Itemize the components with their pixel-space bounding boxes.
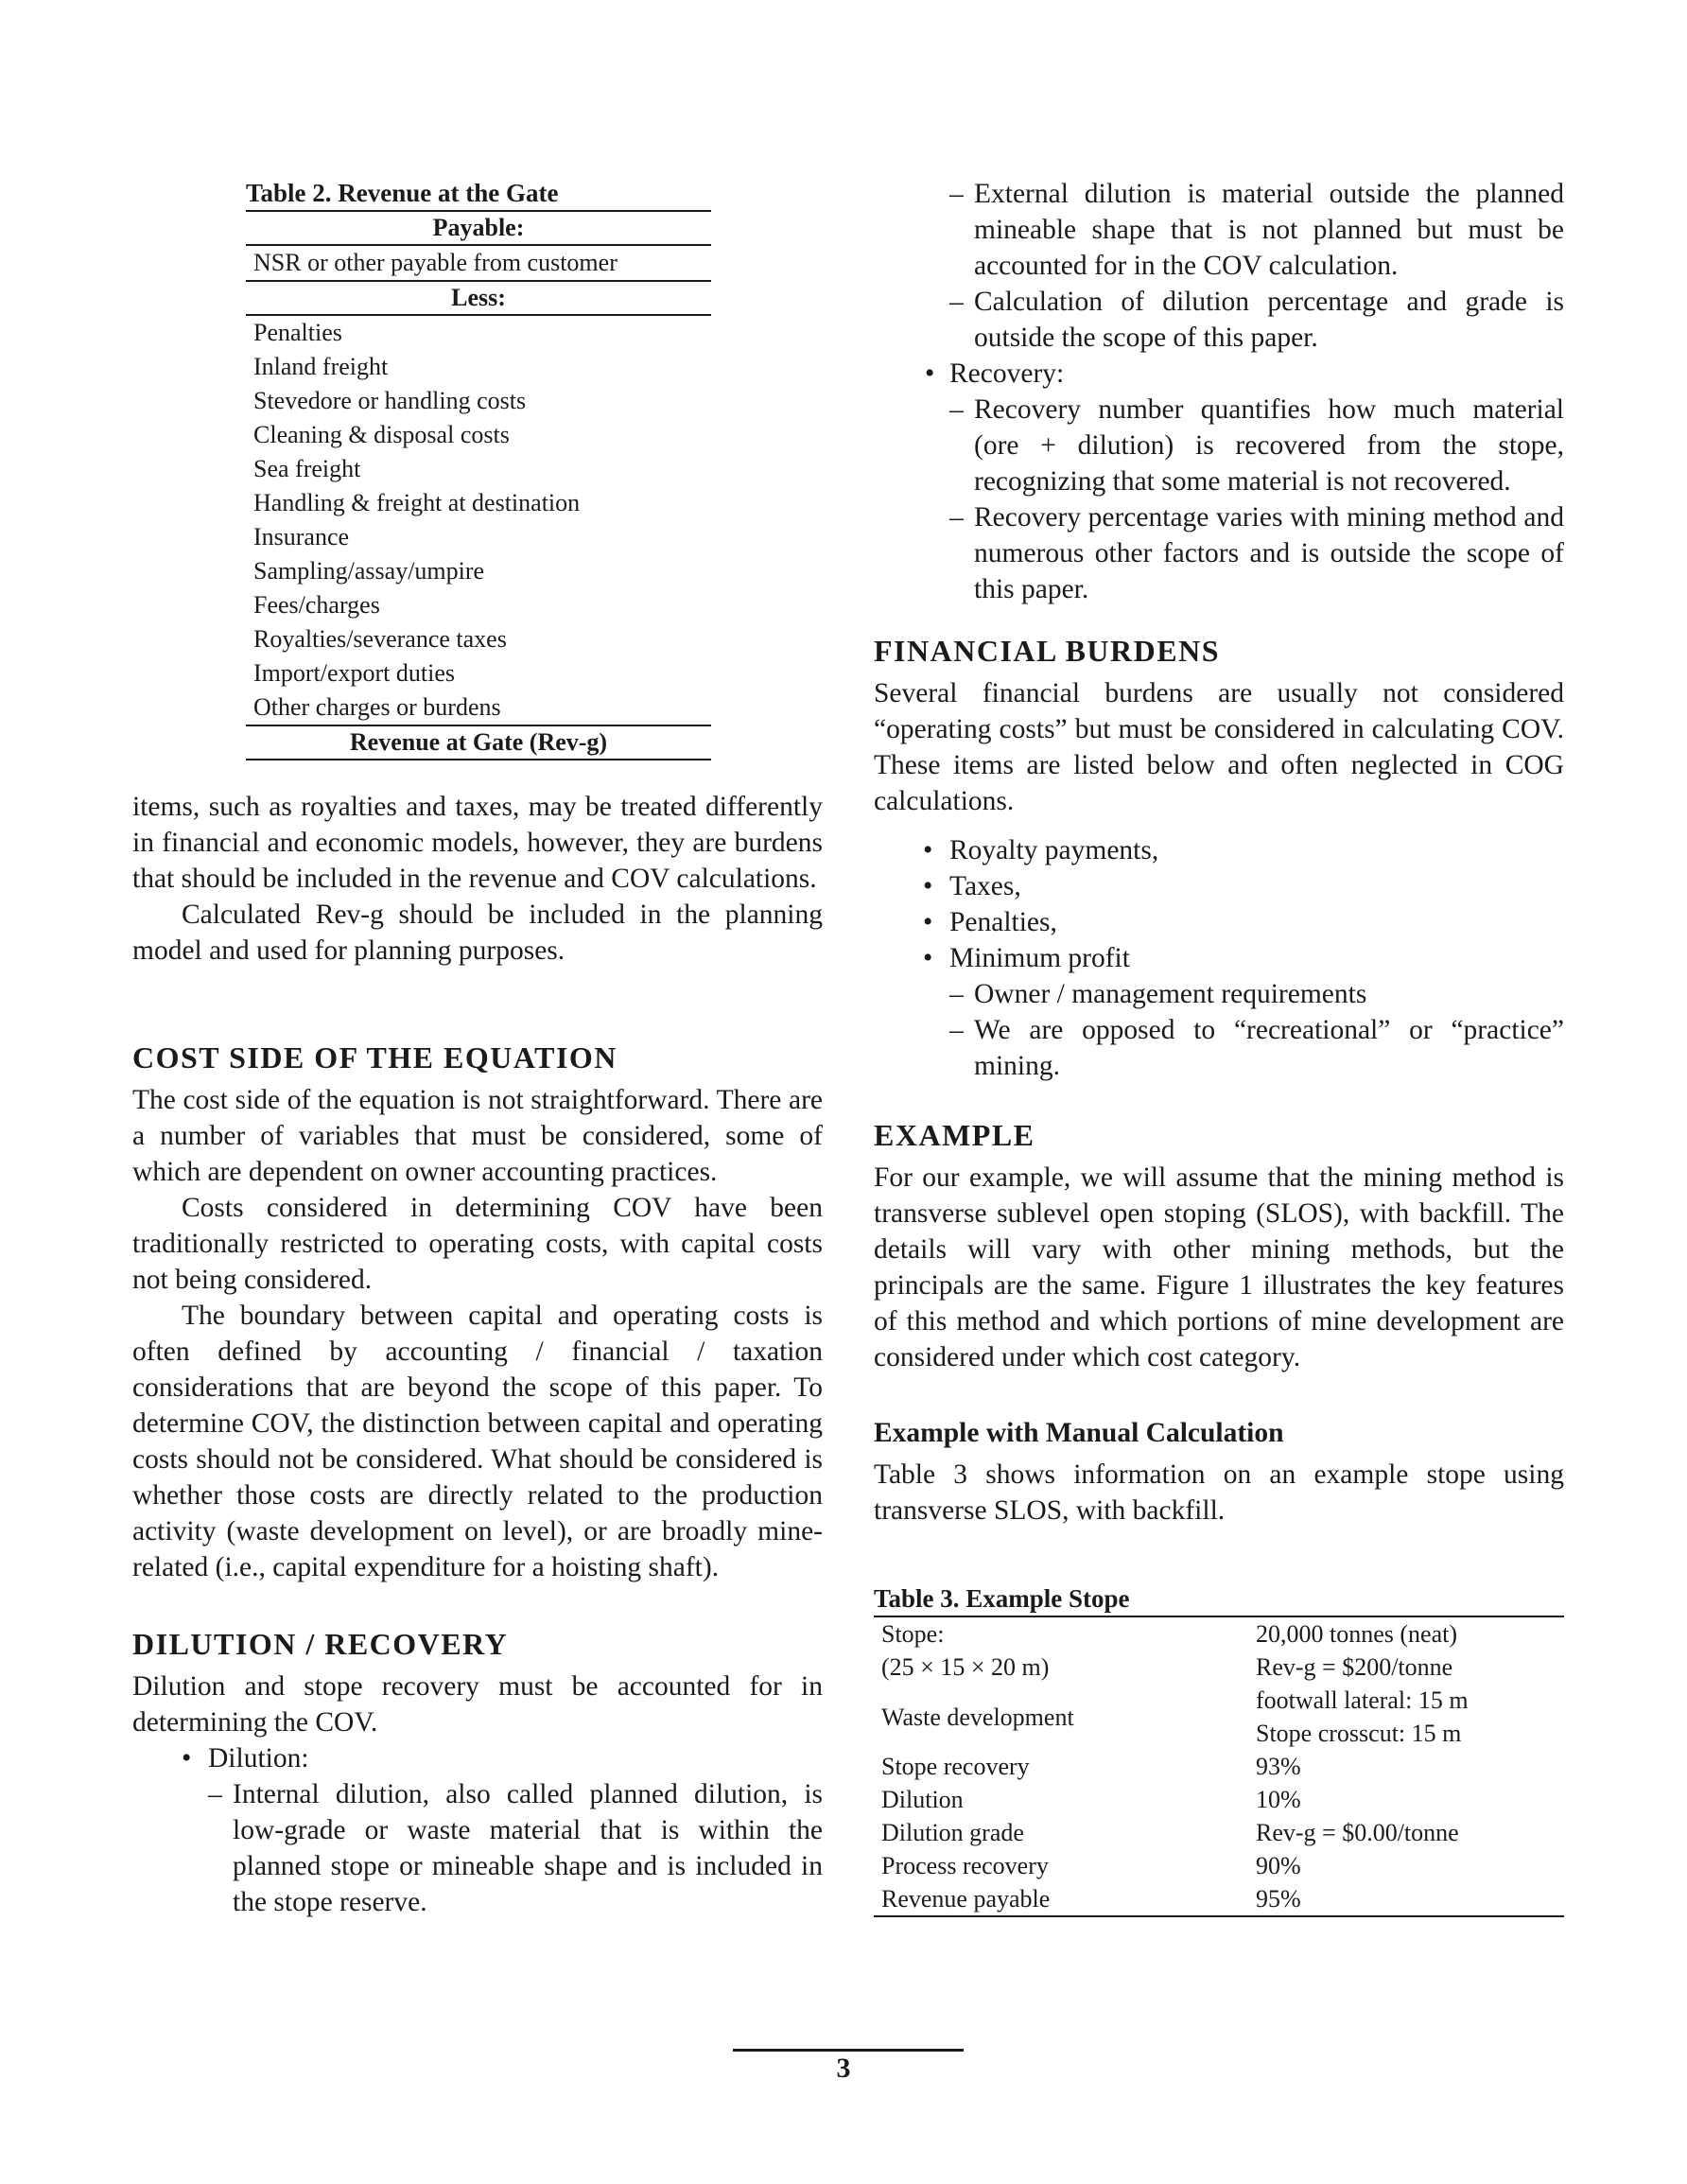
table-cell: Stope: <box>881 1620 945 1648</box>
dash-recreational-mining-text: We are opposed to “recreational” or “practice” mining. <box>974 1015 1564 1081</box>
dash-internal-dilution-text: Internal dilution, also called planned dilution, is low-grade or waste material that is within the planned stope or mineable shape and is included in the stope reserve. <box>233 1779 823 1917</box>
dash-recreational-mining <box>874 1012 1564 1084</box>
dash-external-dilution <box>874 176 1564 284</box>
table-row <box>874 1684 1564 1750</box>
dash-icon: – <box>949 179 964 209</box>
table-cell: Process recovery <box>881 1852 1049 1879</box>
table-2-less-header: Less: <box>246 280 711 316</box>
table-cell: Stope recovery <box>881 1753 1030 1780</box>
table-row <box>874 1783 1564 1816</box>
dash-icon: – <box>949 287 964 317</box>
table-row <box>874 1750 1564 1783</box>
bullet-icon: • <box>923 943 933 973</box>
table-row <box>874 1882 1564 1916</box>
paragraph-cost-3: The boundary between capital and operating costs is often defined by accounting / financial / taxation considerations that are beyond the scope of this paper. To determine COV, the distinction between capital and operating costs should not be considered. What should be considered is whether those costs are directly related to the production activity (waste development on level), or are broadly mine-related (i.e., capital expenditure for a hoisting shaft). <box>132 1301 823 1582</box>
bullet-recovery-label: Recovery: <box>949 358 1065 389</box>
bullet-penalties <box>874 904 1564 940</box>
table-row: Penalties <box>253 319 342 346</box>
table-row <box>874 1651 1564 1684</box>
table-cell: 93% <box>1256 1753 1301 1780</box>
bullet-icon: • <box>182 1743 192 1773</box>
table-row <box>874 1816 1564 1849</box>
manual-section <box>874 1415 1564 1529</box>
table-row: Other charges or burdens <box>253 693 501 721</box>
dilution-section <box>132 1625 823 1920</box>
bullet-royalty-label: Royalty payments, <box>949 835 1159 865</box>
table-row: Cleaning & disposal costs <box>253 421 510 448</box>
table-row: Fees/charges <box>253 591 380 619</box>
paragraph-cost-1: The cost side of the equation is not straightforward. There are a number of variables that must be considered, some of which are dependent on owner accounting practices. <box>132 1085 823 1187</box>
table-cell: 10% <box>1256 1786 1301 1813</box>
table-3 <box>874 1581 1564 1917</box>
table-row: Sampling/assay/umpire <box>253 557 485 585</box>
paragraph-royalties: items, such as royalties and taxes, may be treated differently in financial and economic models, however, they are burdens that should be included in the revenue and COV calculations. <box>132 792 823 894</box>
dash-recovery-percentage <box>874 499 1564 607</box>
table-cell: Rev-g = $0.00/tonne <box>1256 1819 1459 1846</box>
dilution-recovery-heading: DILUTION / RECOVERY <box>132 1627 509 1661</box>
manual-calculation-heading: Example with Manual Calculation <box>874 1418 1284 1448</box>
right-column-top <box>874 176 1564 607</box>
bullet-minimum-profit <box>874 940 1564 976</box>
dash-recovery-number <box>874 392 1564 499</box>
bullet-icon: • <box>925 358 935 389</box>
table-3-grid <box>874 1616 1564 1917</box>
table-row: Stevedore or handling costs <box>253 387 527 414</box>
paragraph-dilution: Dilution and stope recovery must be accounted for in determining the COV. <box>132 1671 823 1738</box>
bullet-minimum-profit-label: Minimum profit <box>949 943 1130 973</box>
bullet-dilution <box>132 1740 823 1776</box>
page-number-rule <box>733 2049 964 2052</box>
bullet-dilution-label: Dilution: <box>208 1743 309 1773</box>
bullet-penalties-label: Penalties, <box>949 907 1057 937</box>
table-2-caption: Table 2. Revenue at the Gate <box>246 179 559 207</box>
table-3-caption: Table 3. Example Stope <box>874 1584 1130 1613</box>
table-row: Inland freight <box>253 353 389 380</box>
example-heading: EXAMPLE <box>874 1118 1035 1152</box>
table-2-payable-header: Payable: <box>246 210 711 244</box>
dash-internal-dilution <box>132 1776 823 1920</box>
paragraph-cost-2: Costs considered in determining COV have been traditionally restricted to operating costs, with capital costs not being considered. <box>132 1193 823 1295</box>
table-2-total-row: Revenue at Gate (Rev-g) <box>246 725 711 760</box>
table-cell: (25 × 15 × 20 m) <box>881 1653 1050 1681</box>
table-cell: Revenue payable <box>881 1885 1051 1913</box>
bullet-icon: • <box>923 835 933 865</box>
bullet-royalty <box>874 832 1564 868</box>
table-row: Import/export duties <box>253 659 456 687</box>
dash-icon: – <box>949 979 964 1009</box>
table-2-less-list <box>246 316 711 725</box>
dash-recovery-number-text: Recovery number quantifies how much material (ore + dilution) is recovered from the stope, recognizing that some material is not recovered. <box>974 394 1564 497</box>
table-cell: Dilution grade <box>881 1819 1024 1846</box>
table-cell-line: Stope crosscut: 15 m <box>1256 1720 1462 1747</box>
dash-icon: – <box>949 1015 964 1045</box>
dash-icon: – <box>208 1779 222 1809</box>
left-column <box>132 789 823 969</box>
table-row: Insurance <box>253 523 350 550</box>
paragraph-financial: Several financial burdens are usually not considered “operating costs” but must be considered in calculating COV. These items are listed below and often neglected in COG calculations. <box>874 678 1564 816</box>
dash-calculation <box>874 284 1564 356</box>
paragraph-rev-g: Calculated Rev-g should be included in the planning model and used for planning purposes. <box>132 900 823 966</box>
table-row <box>874 1616 1564 1651</box>
dash-owner-requirements <box>874 976 1564 1012</box>
cost-section <box>132 1039 823 1585</box>
bullet-recovery <box>874 356 1564 392</box>
example-section <box>874 1116 1564 1375</box>
paragraph-manual: Table 3 shows information on an example stope using transverse SLOS, with backfill. <box>874 1459 1564 1526</box>
table-cell-line: footwall lateral: 15 m <box>1256 1686 1469 1714</box>
dash-icon: – <box>949 394 964 425</box>
table-2 <box>246 176 711 760</box>
bullet-icon: • <box>923 907 933 937</box>
table-row: Sea freight <box>253 455 361 482</box>
table-row: Royalties/severance taxes <box>253 625 507 653</box>
table-cell: 95% <box>1256 1885 1301 1913</box>
dash-recovery-percentage-text: Recovery percentage varies with mining method and numerous other factors and is outside the scope of this paper. <box>974 502 1564 604</box>
table-row: Handling & freight at destination <box>253 489 581 516</box>
bullet-icon: • <box>923 871 933 901</box>
cost-side-heading: COST SIDE OF THE EQUATION <box>132 1040 617 1075</box>
table-2-payable-item: NSR or other payable from customer <box>246 244 711 280</box>
table-cell: Waste development <box>881 1703 1074 1731</box>
table-cell: Dilution <box>881 1786 964 1813</box>
table-cell: 90% <box>1256 1852 1301 1879</box>
dash-external-dilution-text: External dilution is material outside the planned mineable shape that is not planned but must be accounted for in the COV calculation. <box>974 179 1564 281</box>
paragraph-example: For our example, we will assume that the mining method is transverse sublevel open stoping (SLOS), with backfill. The details will vary with other mining methods, but the principals are the same. Figure 1 illustrates the key features of this method and which portions of mine development are considered under which cost category. <box>874 1162 1564 1372</box>
dash-icon: – <box>949 502 964 533</box>
financial-burdens-heading: FINANCIAL BURDENS <box>874 634 1220 668</box>
table-cell: Rev-g = $200/tonne <box>1256 1653 1453 1681</box>
table-cell: 20,000 tonnes (neat) <box>1256 1620 1458 1648</box>
bullet-taxes-label: Taxes, <box>949 871 1021 901</box>
table-row <box>874 1849 1564 1882</box>
page-number: 3 <box>836 2053 851 2084</box>
dash-owner-requirements-text: Owner / management requirements <box>974 979 1367 1009</box>
table-cell <box>1248 1684 1564 1750</box>
bullet-taxes <box>874 868 1564 904</box>
financial-section <box>874 632 1564 1084</box>
dash-calculation-text: Calculation of dilution percentage and grade is outside the scope of this paper. <box>974 287 1564 353</box>
